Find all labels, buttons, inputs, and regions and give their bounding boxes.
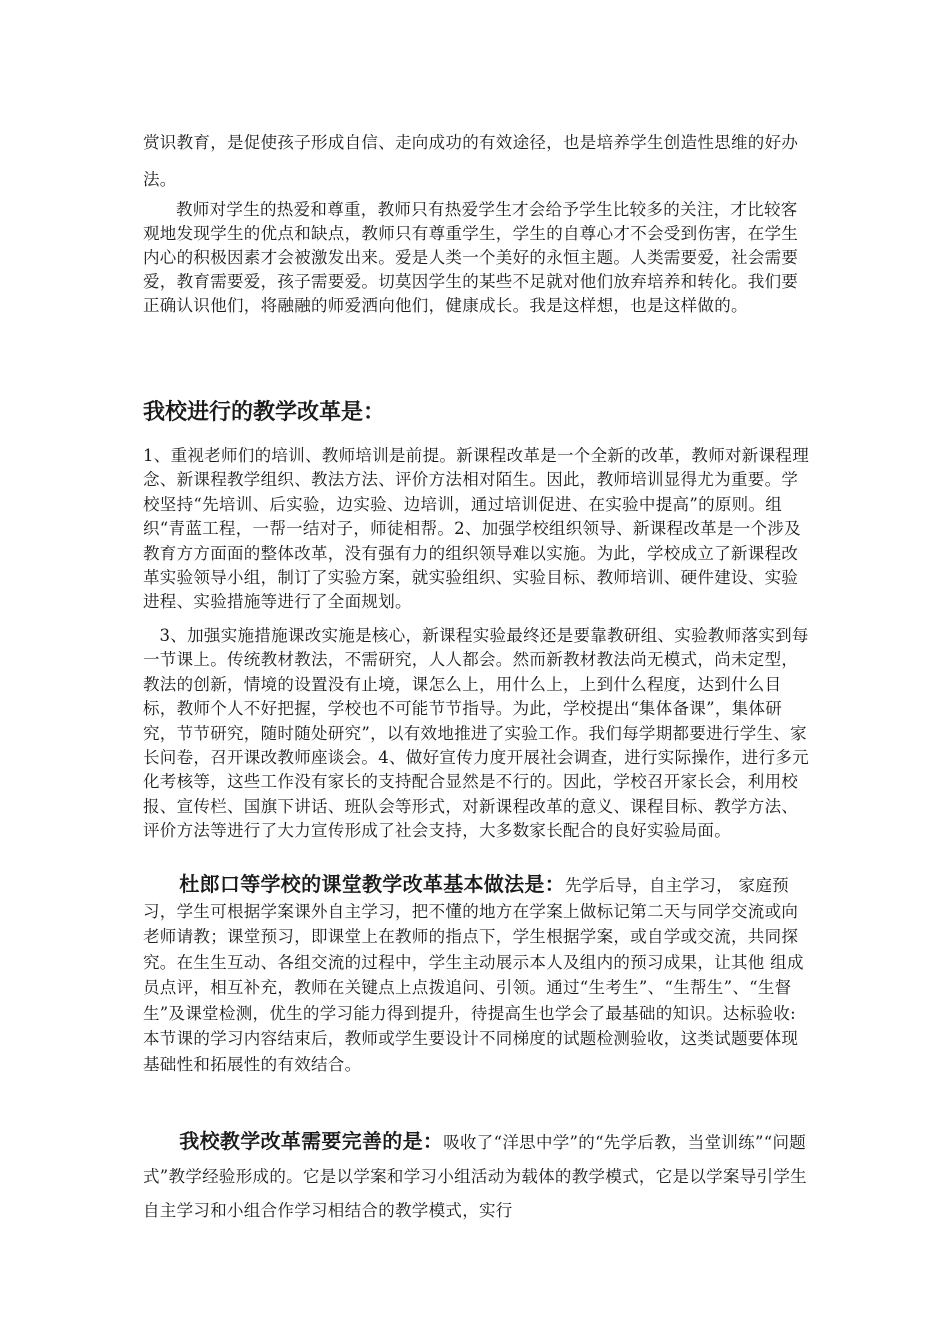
paragraph-improvement <box>143 1124 809 1228</box>
paragraph-dulangkou-body: 先学后导，自主学习， 家庭预习，学生可根据学案课外自主学习，把不懂的地方在学案上做标记第二天与同学交流或向老师请教；课堂预习，即课堂上在教师的指点下，学生根据学案，或自学或交流，共同探究。在生生互动、各组交流的过程中，学生主动展示本人及组内的预习成果，让其他 组成员点评，相互补充，教师在关键点上点拨追问、引领。通过“生考生”、“生帮生”、“生督生”及课堂检测，优生的学习能力得到提升，待提高生也学会了最基础的知识。达标验收:本节课的学习内容结束后，教师或学生要设计不同梯度的试题检测验收，这类试题要体现基础性和拓展性的有效结合。 <box>143 876 804 1074</box>
paragraph-reform-3-4: 3、加强实施措施课改实施是核心，新课程实验最终还是要靠教研组、实验教师落实到每一节课上。传统教材教法，不需研究，人人都会。然而新教材教法尚无模式，尚未定型，教法的创新，情境的设置没有止境，课怎么上，用什么上，上到什么程度，达到什么目标，教师个人不好把握，学校也不可能节节指导。为此，学校提出“集体备课”，集体研究，节节研究，随时随处研究”，以有效地推进了实验工作。我们每学期都要进行学生、家长问卷，召开课改教师座谈会。4、做好宣传力度开展社会调查，进行实际操作，进行多元化考核等，这些工作没有家长的支持配合显然是不行的。因此，学校召开家长会，利用校报、宣传栏、国旗下讲话、班队会等形式，对新课程改革的意义、课程目标、教学方法、评价方法等进行了大力宣传形成了社会支持，大多数家长配合的良好实验局面。 <box>143 626 809 841</box>
inline-heading-dulangkou: 杜郎口等学校的课堂教学改革基本做法是： <box>179 872 565 896</box>
paragraph-improvement-body: 吸收了“洋思中学”的“先学后教，当堂训练”“问题式”教学经验形成的。它是以学案和学习小组活动为载体的教学模式，它是以学案导引学生自主学习和小组合作学习相结合的教学模式，实行 <box>143 1133 807 1220</box>
inline-heading-improvement: 我校教学改革需要完善的是： <box>179 1129 444 1153</box>
paragraph-appreciation-education: 赏识教育，是促使孩子形成自信、走向成功的有效途径，也是培养学生创造性思维的好办法。 <box>143 133 799 189</box>
paragraph-dulangkou <box>143 872 809 1077</box>
paragraph-reform-1-2: 1、重视老师们的培训、教师培训是前提。新课程改革是一个全新的改革，教师对新课程理念、新课程教学组织、教法方法、评价方法相对陌生。因此，教师培训显得尤为重要。学校坚持“先培训、后实验，边实验、边培训，通过培训促进、在实验中提高”的原则。组织“青蓝工程，一帮一结对子，师徒相帮。2、加强学校组织领导、新课程改革是一个涉及教育方方面面的整体改革，没有强有力的组织领导难以实施。为此，学校成立了新课程改革实验领导小组，制订了实验方案，就实验组织、实验目标、教师培训、硬件建设、实验进程、实验措施等进行了全面规划。 <box>143 446 809 612</box>
section-heading-reform: 我校进行的教学改革是： <box>143 399 386 425</box>
paragraph-teacher-love: 教师对学生的热爱和尊重，教师只有热爱学生才会给予学生比较多的关注，才比较客观地发现学生的优点和缺点，教师只有尊重学生，学生的自尊心才不会受到伤害，在学生内心的积极因素才会被激发出来。爱是人类一个美好的永恒主题。人类需要爱，社会需要爱，教育需要爱，孩子需要爱。切莫因学生的某些不足就对他们放弃培养和转化。我们要正确认识他们，将融融的师爱洒向他们，健康成长。我是这样想，也是这样做的。 <box>143 200 799 315</box>
